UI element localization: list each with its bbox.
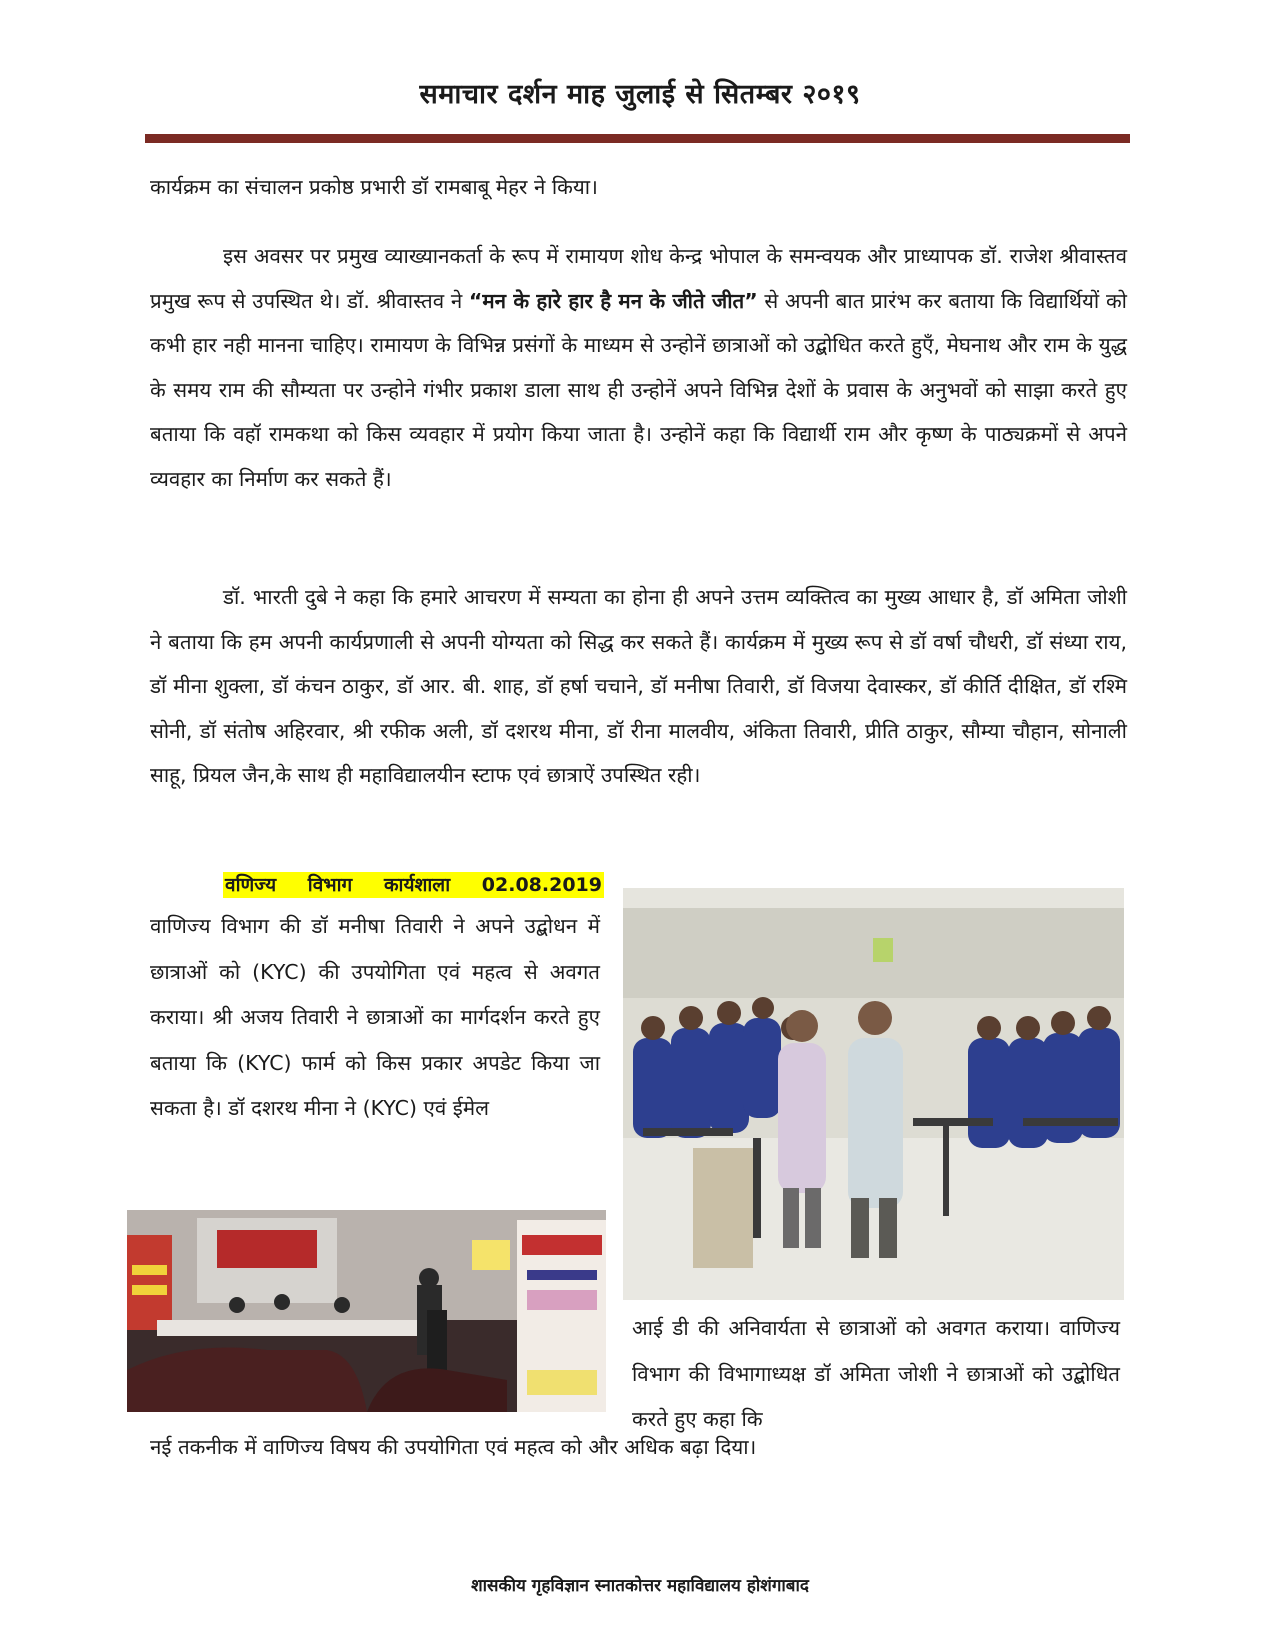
section-heading-word-3: कार्यशाला (383, 874, 451, 896)
paragraph-1: कार्यक्रम का संचालन प्रकोष्ठ प्रभारी डॉ रामबाबू मेहर ने किया। (150, 175, 598, 199)
classroom-photo (623, 888, 1124, 1300)
paragraph-2-text-b: से अपनी बात प्रारंभ कर बताया कि विद्यार्थियों को कभी हार नही मानना चाहिए। रामायण के विभिन्न प्रसंगों के माध्यम से उन्होनें छात्राओं को उद्बोधित करते हुएँ, मेघनाथ और राम के युद्ध के समय राम की सौम्यता पर उन्होने गंभीर प्रकाश डाला साथ ही उन्होनें अपने विभिन्न देशों के प्रवास के अनुभवों को साझा करते हुए बताया कि वहॉ रामकथा को किस व्यवहार में प्रयोग किया जाता है। उन्होनें कहा कि विद्यार्थी राम और कृष्ण के पाठ्यक्रमों से अपने व्यवहार का निर्माण कर सकते हैं। (150, 288, 1127, 491)
paragraph-2-text-a: इस अवसर पर प्रमुख व्याख्यानकर्ता के रूप में रामायण शोध केन्द्र भोपाल के समन्वयक और प्राध्यापक डॉ. राजेश श्रीवास्तव प्रमुख रूप से उपस्थित थे। डॉ. श्रीवास्तव ने (150, 244, 1127, 313)
paragraph-3 (150, 575, 1127, 798)
section-heading-word-1: वणिज्य (225, 874, 277, 896)
section-heading-word-2: विभाग (307, 874, 353, 896)
paragraph-2-quote: “मन के हारे हार है मन के जीते जीत” (468, 288, 758, 313)
seminar-photo (127, 1210, 606, 1412)
section-text-right: आई डी की अनिवार्यता से छात्राओं को अवगत कराया। वाणिज्य विभाग की विभागाध्यक्ष डॉ अमिता जोशी ने छात्राओं को उद्बोधित करते हुए कहा कि (632, 1316, 1120, 1431)
section-heading (223, 872, 604, 898)
paragraph-2 (150, 234, 1127, 501)
section-text-last-line: नई तकनीक में वाणिज्य विषय की उपयोगिता एवं महत्व को और अधिक बढ़ा दिया। (150, 1435, 757, 1459)
page-title: समाचार दर्शन माह जुलाई से सितम्बर २०१९ (419, 79, 861, 110)
footer: शासकीय गृहविज्ञान स्नातकोत्तर महाविद्यालय होशंगाबाद (471, 1576, 809, 1596)
section-text-left: वाणिज्य विभाग की डॉ मनीषा तिवारी ने अपने उद्बोधन में छात्राओं को (KYC) की उपयोगिता एवं महत्व से अवगत कराया। श्री अजय तिवारी ने छात्राओं का मार्गदर्शन करते हुए बताया कि (KYC) फार्म को किस प्रकार अपडेट किया जा सकता है। डॉ दशरथ मीना ने (KYC) एवं ईमेल (150, 914, 600, 1120)
section-heading-date: 02.08.2019 (481, 874, 602, 896)
title-divider (145, 134, 1130, 143)
paragraph-3-text: डॉ. भारती दुबे ने कहा कि हमारे आचरण में सम्यता का होना ही अपने उत्तम व्यक्तित्व का मुख्य आधार है, डॉ अमिता जोशी ने बताया कि हम अपनी कार्यप्रणाली से अपनी योग्यता को सिद्ध कर सकते हैं। कार्यक्रम में मुख्य रूप से डॉ वर्षा चौधरी, डॉ संध्या राय, डॉ मीना शुक्ला, डॉ कंचन ठाकुर, डॉ आर. बी. शाह, डॉ हर्षा चचाने, डॉ मनीषा तिवारी, डॉ विजया देवास्कर, डॉ कीर्ति दीक्षित, डॉ रश्मि सोनी, डॉ संतोष अहिरवार, श्री रफीक अली, डॉ दशरथ मीना, डॉ रीना मालवीय, अंकिता तिवारी, प्रीति ठाकुर, सौम्या चौहान, सोनाली साहू, प्रियल जैन,के साथ ही महाविद्यालयीन स्टाफ एवं छात्राऐं उपस्थित रही। (150, 585, 1127, 787)
